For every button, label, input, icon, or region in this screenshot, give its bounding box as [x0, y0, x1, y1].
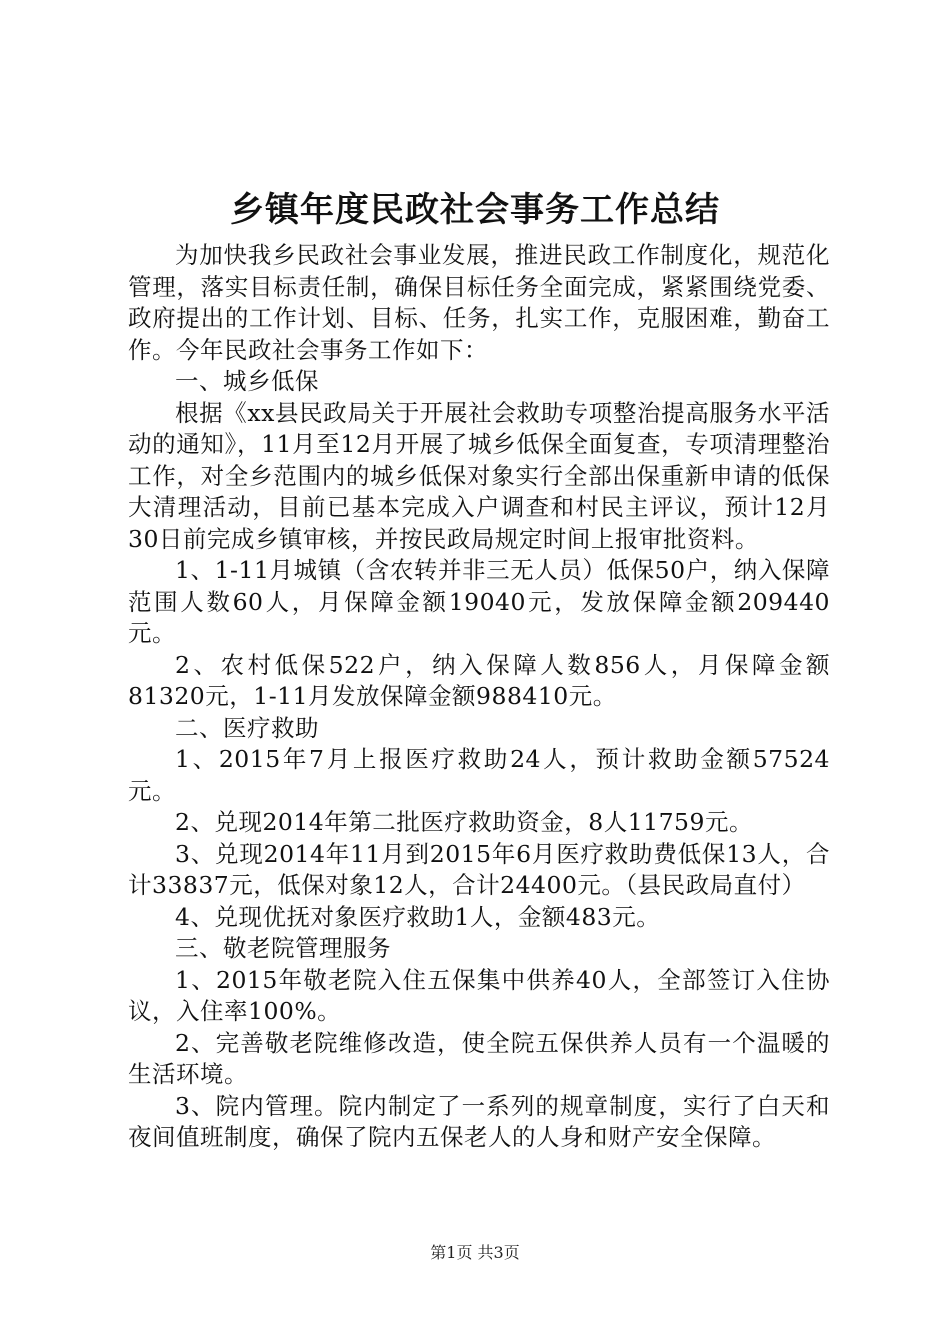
list-item: 1、1-11月城镇（含农转并非三无人员）低保50户，纳入保障范围人数60人，月保障金额19040元，发放保障金额209440元。 — [128, 556, 830, 647]
list-item: 1、2015年敬老院入住五保集中供养40人，全部签订入住协议，入住率100%。 — [128, 965, 830, 1025]
paragraph-intro: 为加快我乡民政社会事业发展，推进民政工作制度化，规范化管理，落实目标责任制，确保目标任务全面完成，紧紧围绕党委、政府提出的工作计划、目标、任务，扎实工作，克服困难，勤奋工作。今年民政社会事务工作如下： — [128, 241, 830, 364]
document-title: 乡镇年度民政社会事务工作总结 — [230, 190, 720, 230]
list-item: 2、完善敬老院维修改造，使全院五保供养人员有一个温暖的生活环境。 — [128, 1028, 830, 1088]
page-footer: 第1页 共3页 — [430, 1243, 520, 1262]
list-item: 3、院内管理。院内制定了一系列的规章制度，实行了白天和夜间值班制度，确保了院内五保老人的人身和财产安全保障。 — [128, 1091, 830, 1151]
section-heading-2: 二、医疗救助 — [175, 713, 319, 742]
list-item: 1、2015年7月上报医疗救助24人，预计救助金额57524元。 — [128, 745, 830, 805]
paragraph: 根据《xx县民政局关于开展社会救助专项整治提高服务水平活动的通知》，11月至12月开展了城乡低保全面复查，专项清理整治工作，对全乡范围内的城乡低保对象实行全部出保重新申请的低保大清理活动，目前已基本完成入户调查和村民主评议，预计12月30日前完成乡镇审核，并按民政局规定时间上报审批资料。 — [128, 398, 830, 553]
section-heading-1: 一、城乡低保 — [175, 367, 319, 395]
list-item: 4、兑现优抚对象医疗救助1人，金额483元。 — [175, 902, 661, 931]
list-item: 3、兑现2014年11月到2015年6月医疗救助费低保13人，合计33837元，低保对象12人，合计24400元。（县民政局直付） — [128, 839, 830, 899]
list-item: 2、农村低保522户，纳入保障人数856人，月保障金额81320元，1-11月发放保障金额988410元。 — [128, 650, 830, 710]
section-heading-3: 三、敬老院管理服务 — [175, 934, 391, 962]
list-item: 2、兑现2014年第二批医疗救助资金，8人11759元。 — [175, 808, 753, 836]
document-body — [128, 240, 830, 1154]
